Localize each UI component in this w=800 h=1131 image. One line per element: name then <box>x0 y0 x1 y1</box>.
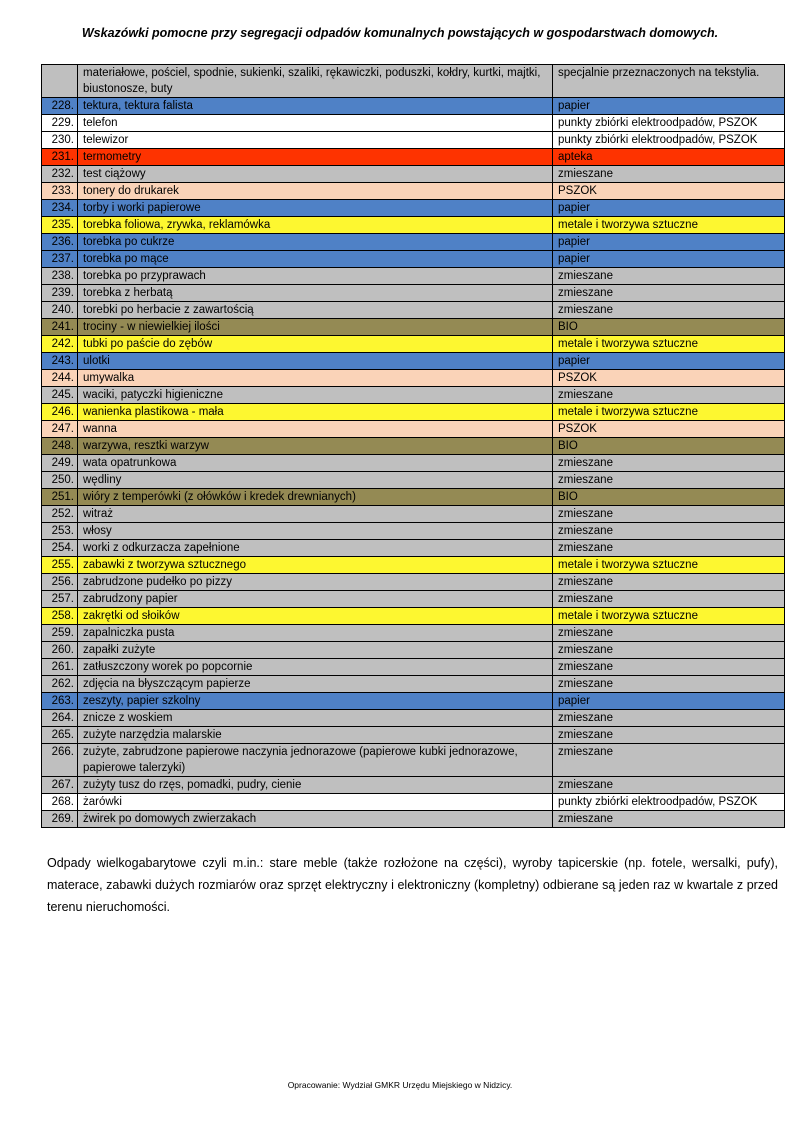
row-number: 260. <box>42 642 78 659</box>
waste-item: ulotki <box>78 353 553 370</box>
disposal-destination: papier <box>553 234 785 251</box>
disposal-destination: zmieszane <box>553 166 785 183</box>
row-number: 235. <box>42 217 78 234</box>
waste-item: telefon <box>78 115 553 132</box>
row-number: 244. <box>42 370 78 387</box>
table-row <box>42 777 785 794</box>
table-row <box>42 183 785 200</box>
row-number: 251. <box>42 489 78 506</box>
disposal-destination: papier <box>553 693 785 710</box>
row-number: 258. <box>42 608 78 625</box>
table-row <box>42 794 785 811</box>
row-number: 245. <box>42 387 78 404</box>
table-row <box>42 336 785 353</box>
waste-item: tektura, tektura falista <box>78 98 553 115</box>
row-number: 259. <box>42 625 78 642</box>
table-row <box>42 65 785 98</box>
disposal-destination: zmieszane <box>553 268 785 285</box>
disposal-destination: zmieszane <box>553 506 785 523</box>
waste-item: zużyte narzędzia malarskie <box>78 727 553 744</box>
row-number: 250. <box>42 472 78 489</box>
disposal-destination: BIO <box>553 319 785 336</box>
row-number: 228. <box>42 98 78 115</box>
waste-item: zakrętki od słoików <box>78 608 553 625</box>
table-row <box>42 234 785 251</box>
row-number: 256. <box>42 574 78 591</box>
row-number: 234. <box>42 200 78 217</box>
waste-item: żwirek po domowych zwierzakach <box>78 811 553 828</box>
waste-item: torebka po przyprawach <box>78 268 553 285</box>
disposal-destination: metale i tworzywa sztuczne <box>553 336 785 353</box>
waste-item: witraż <box>78 506 553 523</box>
waste-item: wanna <box>78 421 553 438</box>
row-number: 255. <box>42 557 78 574</box>
waste-item: torebka foliowa, zrywka, reklamówka <box>78 217 553 234</box>
disposal-destination: PSZOK <box>553 421 785 438</box>
row-number: 253. <box>42 523 78 540</box>
table-row <box>42 438 785 455</box>
disposal-destination: zmieszane <box>553 472 785 489</box>
row-number: 268. <box>42 794 78 811</box>
table-row <box>42 302 785 319</box>
waste-item: tonery do drukarek <box>78 183 553 200</box>
row-number: 269. <box>42 811 78 828</box>
table-row <box>42 285 785 302</box>
page-title: Wskazówki pomocne przy segregacji odpadów komunalnych powstających w gospodarstwach domowych. <box>81 26 719 40</box>
waste-item: zdjęcia na błyszczącym papierze <box>78 676 553 693</box>
waste-item: wata opatrunkowa <box>78 455 553 472</box>
waste-item: zapałki zużyte <box>78 642 553 659</box>
row-number: 237. <box>42 251 78 268</box>
table-row <box>42 472 785 489</box>
disposal-destination: papier <box>553 353 785 370</box>
disposal-destination: zmieszane <box>553 777 785 794</box>
table-row <box>42 676 785 693</box>
waste-item: żarówki <box>78 794 553 811</box>
row-number: 240. <box>42 302 78 319</box>
row-number: 248. <box>42 438 78 455</box>
disposal-destination: zmieszane <box>553 455 785 472</box>
disposal-destination: apteka <box>553 149 785 166</box>
bulky-waste-note: Odpady wielkogabarytowe czyli m.in.: stare meble (także rozłożone na części), wyroby tapicerskie (np. fotele, wersalki, pufy), materace, zabawki dużych rozmiarów oraz sprzęt elektryczny i elektroniczny (kompletny) odbierane są jeden raz w kwartale z przed terenu nieruchomości. <box>47 856 778 914</box>
row-number: 266. <box>42 744 78 777</box>
disposal-destination: zmieszane <box>553 285 785 302</box>
waste-item: zeszyty, papier szkolny <box>78 693 553 710</box>
waste-item: znicze z woskiem <box>78 710 553 727</box>
waste-item: zużyty tusz do rzęs, pomadki, pudry, cienie <box>78 777 553 794</box>
disposal-destination: zmieszane <box>553 625 785 642</box>
disposal-destination: zmieszane <box>553 727 785 744</box>
waste-item: zabawki z tworzywa sztucznego <box>78 557 553 574</box>
row-number: 241. <box>42 319 78 336</box>
waste-item: torebki po herbacie z zawartością <box>78 302 553 319</box>
row-number: 239. <box>42 285 78 302</box>
disposal-destination: papier <box>553 251 785 268</box>
waste-item: wanienka plastikowa - mała <box>78 404 553 421</box>
disposal-destination: zmieszane <box>553 676 785 693</box>
disposal-destination: metale i tworzywa sztuczne <box>553 557 785 574</box>
waste-item: torebka po mące <box>78 251 553 268</box>
waste-item: włosy <box>78 523 553 540</box>
disposal-destination: zmieszane <box>553 642 785 659</box>
waste-sorting-table <box>41 64 785 828</box>
disposal-destination: PSZOK <box>553 370 785 387</box>
waste-item: materiałowe, pościel, spodnie, sukienki, szaliki, rękawiczki, poduszki, kołdry, kurtki, majtki, biustonosze, buty <box>78 65 553 98</box>
table-row <box>42 693 785 710</box>
table-row <box>42 132 785 149</box>
row-number: 246. <box>42 404 78 421</box>
waste-item: telewizor <box>78 132 553 149</box>
waste-item: zabrudzony papier <box>78 591 553 608</box>
disposal-destination: zmieszane <box>553 302 785 319</box>
disposal-destination: punkty zbiórki elektroodpadów, PSZOK <box>553 115 785 132</box>
waste-item: zabrudzone pudełko po pizzy <box>78 574 553 591</box>
table-row <box>42 166 785 183</box>
disposal-destination: metale i tworzywa sztuczne <box>553 217 785 234</box>
table-row <box>42 591 785 608</box>
table-row <box>42 811 785 828</box>
table-row <box>42 523 785 540</box>
table-row <box>42 268 785 285</box>
row-number: 238. <box>42 268 78 285</box>
row-number <box>42 65 78 98</box>
disposal-destination: zmieszane <box>553 523 785 540</box>
table-row <box>42 710 785 727</box>
row-number: 236. <box>42 234 78 251</box>
row-number: 243. <box>42 353 78 370</box>
disposal-destination: metale i tworzywa sztuczne <box>553 404 785 421</box>
table-row <box>42 489 785 506</box>
table-body <box>42 65 785 828</box>
disposal-destination: metale i tworzywa sztuczne <box>553 608 785 625</box>
table-row <box>42 421 785 438</box>
row-number: 262. <box>42 676 78 693</box>
table-row <box>42 557 785 574</box>
waste-item: wióry z temperówki (z ołówków i kredek drewnianych) <box>78 489 553 506</box>
row-number: 265. <box>42 727 78 744</box>
waste-item: zatłuszczony worek po popcornie <box>78 659 553 676</box>
disposal-destination: zmieszane <box>553 540 785 557</box>
table-row <box>42 200 785 217</box>
disposal-destination: papier <box>553 200 785 217</box>
row-number: 231. <box>42 149 78 166</box>
waste-item: worki z odkurzacza zapełnione <box>78 540 553 557</box>
waste-item: termometry <box>78 149 553 166</box>
waste-item: wędliny <box>78 472 553 489</box>
table-row <box>42 574 785 591</box>
disposal-destination: BIO <box>553 489 785 506</box>
row-number: 263. <box>42 693 78 710</box>
waste-item: trociny - w niewielkiej ilości <box>78 319 553 336</box>
row-number: 264. <box>42 710 78 727</box>
disposal-destination: punkty zbiórki elektroodpadów, PSZOK <box>553 794 785 811</box>
row-number: 249. <box>42 455 78 472</box>
disposal-destination: PSZOK <box>553 183 785 200</box>
table-row <box>42 727 785 744</box>
footer-credit: Opracowanie: Wydział GMKR Urzędu Miejskiego w Nidzicy. <box>287 1080 513 1090</box>
waste-item: torby i worki papierowe <box>78 200 553 217</box>
table-row <box>42 455 785 472</box>
row-number: 252. <box>42 506 78 523</box>
waste-item: zapalniczka pusta <box>78 625 553 642</box>
row-number: 257. <box>42 591 78 608</box>
table-row <box>42 642 785 659</box>
row-number: 267. <box>42 777 78 794</box>
row-number: 229. <box>42 115 78 132</box>
table-row <box>42 353 785 370</box>
disposal-destination: zmieszane <box>553 387 785 404</box>
waste-item: waciki, patyczki higieniczne <box>78 387 553 404</box>
disposal-destination: zmieszane <box>553 744 785 777</box>
row-number: 247. <box>42 421 78 438</box>
row-number: 242. <box>42 336 78 353</box>
table-row <box>42 149 785 166</box>
waste-item: torebka po cukrze <box>78 234 553 251</box>
disposal-destination: papier <box>553 98 785 115</box>
row-number: 232. <box>42 166 78 183</box>
table-row <box>42 370 785 387</box>
table-row <box>42 540 785 557</box>
disposal-destination: zmieszane <box>553 659 785 676</box>
waste-item: test ciążowy <box>78 166 553 183</box>
disposal-destination: zmieszane <box>553 811 785 828</box>
waste-item: umywalka <box>78 370 553 387</box>
table-row <box>42 98 785 115</box>
waste-item: torebka z herbatą <box>78 285 553 302</box>
table-row <box>42 608 785 625</box>
disposal-destination: punkty zbiórki elektroodpadów, PSZOK <box>553 132 785 149</box>
row-number: 233. <box>42 183 78 200</box>
row-number: 261. <box>42 659 78 676</box>
disposal-destination: specjalnie przeznaczonych na tekstylia. <box>553 65 785 98</box>
disposal-destination: BIO <box>553 438 785 455</box>
table-row <box>42 625 785 642</box>
disposal-destination: zmieszane <box>553 574 785 591</box>
row-number: 254. <box>42 540 78 557</box>
table-row <box>42 115 785 132</box>
table-row <box>42 251 785 268</box>
table-row <box>42 404 785 421</box>
table-row <box>42 659 785 676</box>
waste-item: zużyte, zabrudzone papierowe naczynia jednorazowe (papierowe kubki jednorazowe, papierowe talerzyki) <box>78 744 553 777</box>
table-row <box>42 506 785 523</box>
table-row <box>42 387 785 404</box>
waste-item: tubki po paście do zębów <box>78 336 553 353</box>
disposal-destination: zmieszane <box>553 710 785 727</box>
table-row <box>42 744 785 777</box>
disposal-destination: zmieszane <box>553 591 785 608</box>
waste-item: warzywa, resztki warzyw <box>78 438 553 455</box>
row-number: 230. <box>42 132 78 149</box>
table-row <box>42 217 785 234</box>
table-row <box>42 319 785 336</box>
